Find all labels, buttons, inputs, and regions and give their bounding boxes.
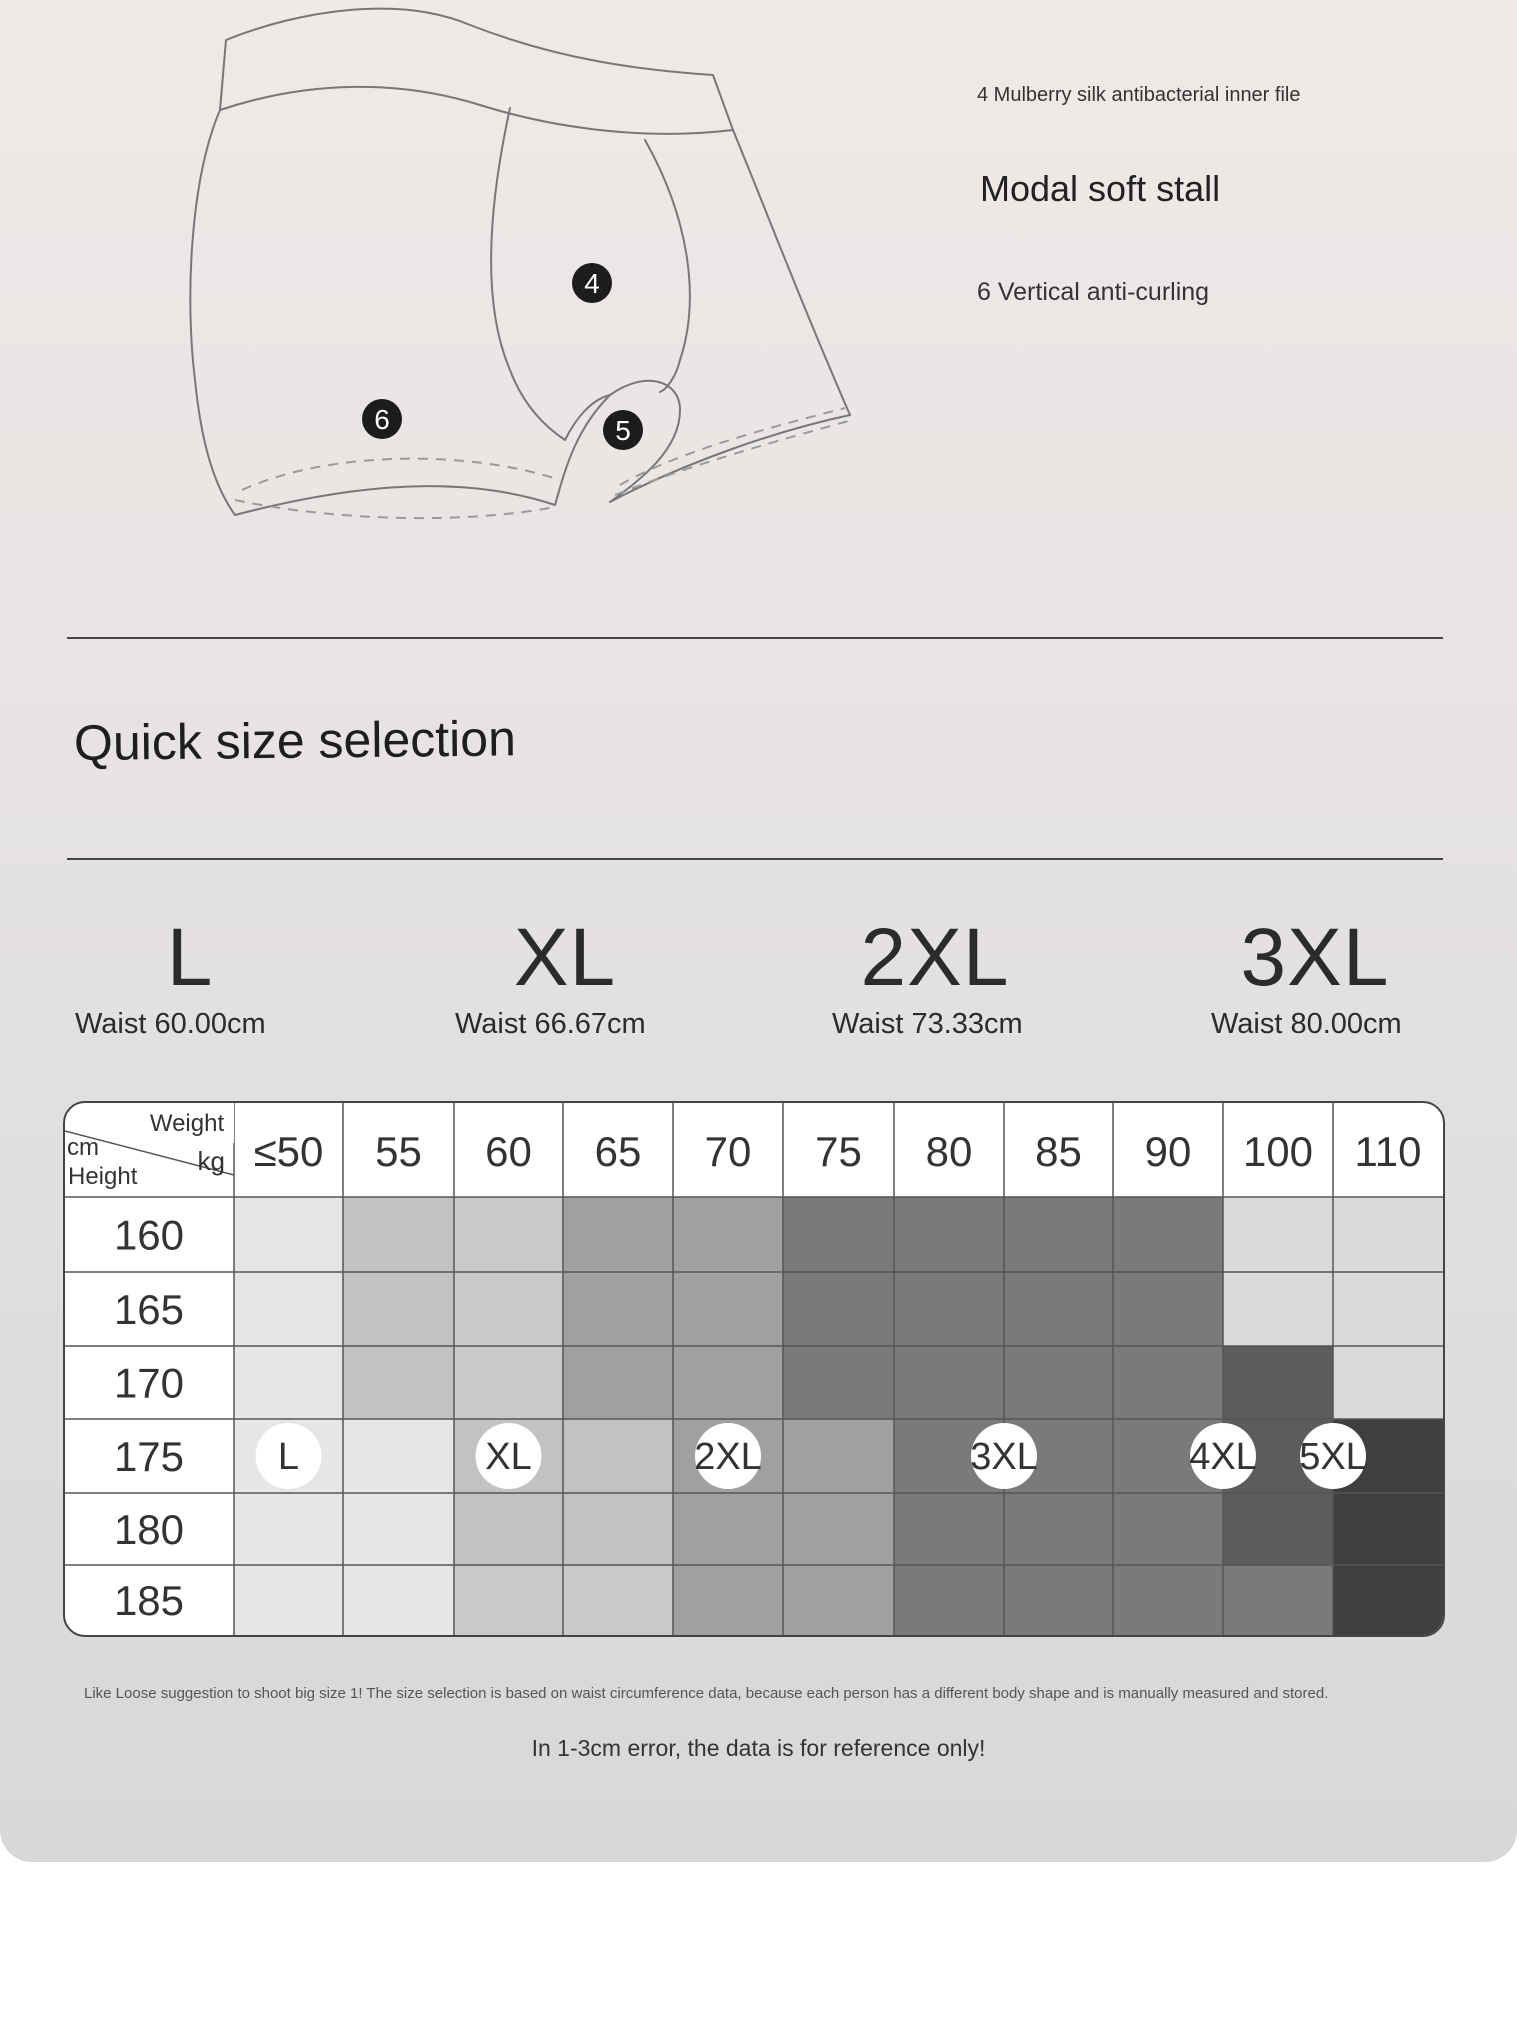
weight-header: 80 <box>925 1128 973 1175</box>
size-cell <box>673 1197 783 1272</box>
size-cell <box>1113 1346 1223 1419</box>
size-cell <box>343 1346 454 1419</box>
size-cell <box>234 1197 343 1272</box>
size-chart-grid <box>65 1103 1443 1635</box>
size-cell <box>563 1197 673 1272</box>
size-cell <box>1223 1346 1333 1419</box>
size-cell <box>1333 1272 1443 1346</box>
size-cell <box>673 1493 783 1565</box>
size-cell <box>1223 1565 1333 1635</box>
size-cell <box>343 1197 454 1272</box>
corner-weight-label: Weight <box>149 1110 225 1137</box>
size-cell <box>1333 1346 1443 1419</box>
size-l <box>0 908 380 1041</box>
size-cell <box>783 1565 894 1635</box>
size-cell <box>1004 1493 1113 1565</box>
weight-header: 100 <box>1242 1128 1314 1175</box>
size-cell <box>783 1493 894 1565</box>
feature-line-2: Modal soft stall <box>980 168 1221 209</box>
size-cell <box>454 1272 563 1346</box>
size-zone-label: 2XL <box>694 1436 762 1478</box>
height-header: 185 <box>113 1577 185 1624</box>
size-cell <box>1113 1272 1223 1346</box>
size-label: XL <box>513 912 617 1003</box>
size-zone-label: 3XL <box>970 1436 1038 1478</box>
size-zone-label: 5XL <box>1299 1436 1367 1478</box>
size-cell <box>454 1565 563 1635</box>
size-cell <box>1333 1565 1443 1635</box>
size-cell <box>1223 1493 1333 1565</box>
size-cell <box>343 1419 454 1493</box>
size-cell <box>894 1493 1004 1565</box>
height-header: 180 <box>113 1506 185 1553</box>
size-cell <box>1113 1493 1223 1565</box>
size-xl <box>375 908 755 1041</box>
size-cell <box>454 1346 563 1419</box>
size-3xl <box>1125 908 1505 1041</box>
size-cell <box>1223 1197 1333 1272</box>
size-cell <box>1004 1346 1113 1419</box>
size-cell <box>673 1346 783 1419</box>
weight-header: 60 <box>485 1128 532 1175</box>
weight-header: 55 <box>375 1128 422 1175</box>
marker-5 <box>603 410 643 450</box>
feature-line-3: 6 Vertical anti-curling <box>977 278 1210 306</box>
size-cell <box>783 1346 894 1419</box>
size-cell <box>1113 1565 1223 1635</box>
size-cell <box>343 1272 454 1346</box>
size-cell <box>894 1346 1004 1419</box>
size-cell <box>343 1493 454 1565</box>
weight-header: 75 <box>815 1128 862 1175</box>
height-header: 175 <box>113 1433 185 1480</box>
underwear-diagram <box>180 0 880 560</box>
divider-top <box>67 637 1443 639</box>
footnote-suggestion: Like Loose suggestion to shoot big size 1! The size selection is based on waist circumference data, because each person has a different body shape and is manually measured and stored. <box>84 1685 1329 1702</box>
weight-header: ≤50 <box>253 1128 324 1175</box>
section-title: Quick size selection <box>73 710 517 771</box>
size-cell <box>234 1565 343 1635</box>
size-cell <box>234 1346 343 1419</box>
svg-text:5: 5 <box>615 415 631 446</box>
corner-cm-label: cm <box>67 1134 99 1161</box>
height-header: 160 <box>113 1211 185 1259</box>
size-cell <box>783 1197 894 1272</box>
size-cell <box>783 1272 894 1346</box>
size-waist: Waist 66.67cm <box>455 1008 646 1040</box>
svg-text:4: 4 <box>584 268 600 299</box>
size-cell <box>1333 1197 1443 1272</box>
size-cell <box>1113 1197 1223 1272</box>
size-cell <box>563 1565 673 1635</box>
size-cell <box>1004 1272 1113 1346</box>
size-cell <box>234 1493 343 1565</box>
size-cell <box>1223 1272 1333 1346</box>
size-waist: Waist 60.00cm <box>75 1008 266 1040</box>
svg-text:6: 6 <box>374 404 390 435</box>
size-cell <box>234 1272 343 1346</box>
size-2xl <box>745 908 1125 1041</box>
size-zone-label: XL <box>485 1436 532 1478</box>
size-cell <box>894 1565 1004 1635</box>
marker-4 <box>572 263 612 303</box>
size-cell <box>454 1493 563 1565</box>
footnote-disclaimer: In 1-3cm error, the data is for reference only! <box>531 1735 986 1761</box>
weight-header: 85 <box>1035 1128 1082 1175</box>
size-waist: Waist 80.00cm <box>1211 1008 1402 1040</box>
size-cell <box>563 1419 673 1493</box>
corner-height-label: Height <box>68 1163 138 1190</box>
size-zone-label: L <box>277 1436 300 1478</box>
size-label: L <box>166 912 214 1003</box>
size-cell <box>1004 1197 1113 1272</box>
height-header: 165 <box>113 1286 185 1333</box>
size-cell <box>563 1346 673 1419</box>
feature-line-1: 4 Mulberry silk antibacterial inner file <box>977 84 1301 106</box>
weight-header: 70 <box>704 1128 752 1175</box>
size-cell <box>894 1272 1004 1346</box>
size-waist: Waist 73.33cm <box>832 1008 1023 1040</box>
corner-kg-label: kg <box>197 1146 225 1176</box>
size-cell <box>1333 1493 1443 1565</box>
size-zone-label: 4XL <box>1189 1436 1257 1478</box>
marker-6 <box>362 399 402 439</box>
size-cell <box>673 1565 783 1635</box>
weight-header: 90 <box>1144 1128 1192 1175</box>
height-header: 170 <box>113 1359 185 1407</box>
divider-bottom <box>67 858 1443 860</box>
size-label: 3XL <box>1240 912 1390 1003</box>
size-label: 2XL <box>860 912 1010 1003</box>
size-cell <box>783 1419 894 1493</box>
size-cell <box>673 1272 783 1346</box>
size-cell <box>894 1197 1004 1272</box>
size-cell <box>563 1493 673 1565</box>
size-cell <box>454 1197 563 1272</box>
size-cell <box>1004 1565 1113 1635</box>
weight-header: 110 <box>1354 1128 1422 1175</box>
size-cell <box>343 1565 454 1635</box>
weight-header: 65 <box>594 1128 642 1175</box>
size-cell <box>563 1272 673 1346</box>
size-chart-table <box>63 1101 1445 1637</box>
